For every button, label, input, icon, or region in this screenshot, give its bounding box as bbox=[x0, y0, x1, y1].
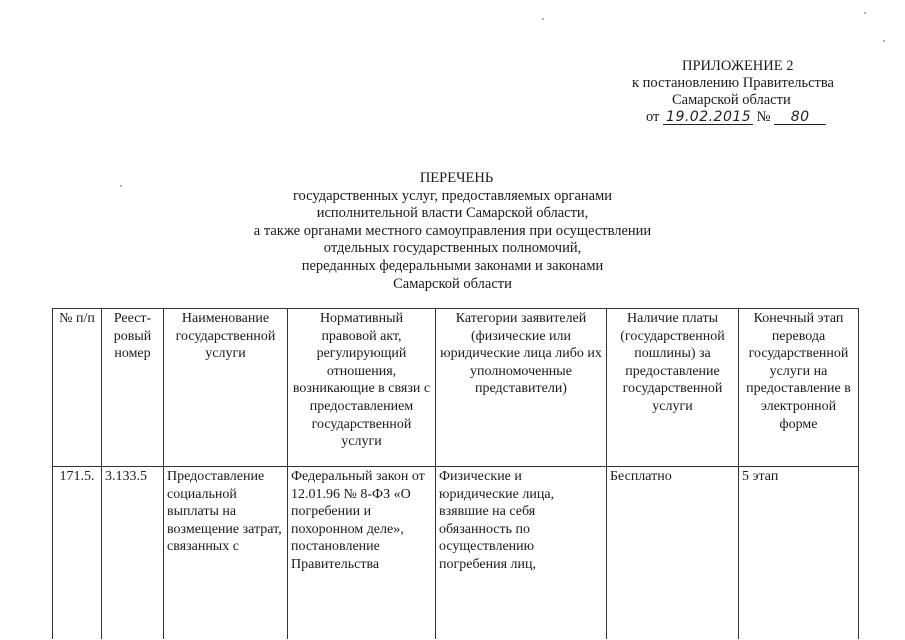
table-header-row bbox=[53, 309, 859, 467]
appendix-subtitle: к постановлению Правительства bbox=[632, 75, 834, 91]
cell-service-name: Предоставление социальной выплаты на возмещение затрат, связанных с bbox=[164, 467, 288, 640]
document-title bbox=[0, 170, 905, 293]
cell-fee: Бесплатно bbox=[607, 467, 739, 640]
header-cell-legal-act: Нормативный правовой акт, регулирующий отношения, возникающие в связи с предоставлением государственной услуги bbox=[288, 309, 436, 467]
scan-speck bbox=[120, 185, 122, 187]
header-cell-e-stage: Конечный этап перевода государственной услуги на предоставление в электронной форме bbox=[739, 309, 859, 467]
title-line: государственных услуг, предоставляемых органами bbox=[292, 187, 613, 204]
title-line: отдельных государственных полномочий, bbox=[323, 240, 582, 257]
cell-number: 171.5. bbox=[53, 467, 102, 640]
cell-legal-act: Федеральный закон от 12.01.96 № 8-ФЗ «О погребении и похоронном деле», постановление Правительства bbox=[288, 467, 436, 640]
header-cell-service-name: Наименование государственной услуги bbox=[164, 309, 288, 467]
cell-registry: 3.133.5 bbox=[102, 467, 164, 640]
cell-e-stage: 5 этап bbox=[739, 467, 859, 640]
header-cell-number: № п/п bbox=[53, 309, 102, 467]
title-line: переданных федеральными законами и законами bbox=[301, 257, 604, 274]
services-table bbox=[52, 308, 859, 639]
scan-speck bbox=[864, 12, 866, 14]
appendix-title: ПРИЛОЖЕНИЕ 2 bbox=[682, 58, 794, 74]
scan-speck bbox=[883, 40, 885, 42]
cell-applicants: Физические и юридические лица, взявшие на себя обязанность по осуществлению погребения лиц, bbox=[436, 467, 607, 640]
title-line: ПЕРЕЧЕНЬ bbox=[419, 170, 494, 186]
handwritten-number: 80 bbox=[774, 110, 826, 125]
table-row bbox=[53, 467, 859, 640]
header-cell-registry: Реест-ровый номер bbox=[102, 309, 164, 467]
title-line: исполнительной власти Самарской области, bbox=[316, 205, 589, 222]
scan-speck bbox=[542, 18, 544, 20]
appendix-region: Самарской области bbox=[672, 92, 791, 108]
appendix-date-line bbox=[646, 109, 826, 126]
number-prefix: № bbox=[756, 109, 771, 125]
title-line: а также органами местного самоуправления при осуществлении bbox=[253, 222, 652, 239]
header-cell-fee: Наличие платы (государственной пошлины) за предоставление государственной услуги bbox=[607, 309, 739, 467]
handwritten-date: 19.02.2015 bbox=[663, 110, 753, 125]
header-cell-applicants: Категории заявителей (физические или юридические лица либо их уполномоченные представители) bbox=[436, 309, 607, 467]
date-prefix: от bbox=[646, 109, 660, 125]
title-line: Самарской области bbox=[393, 275, 512, 292]
